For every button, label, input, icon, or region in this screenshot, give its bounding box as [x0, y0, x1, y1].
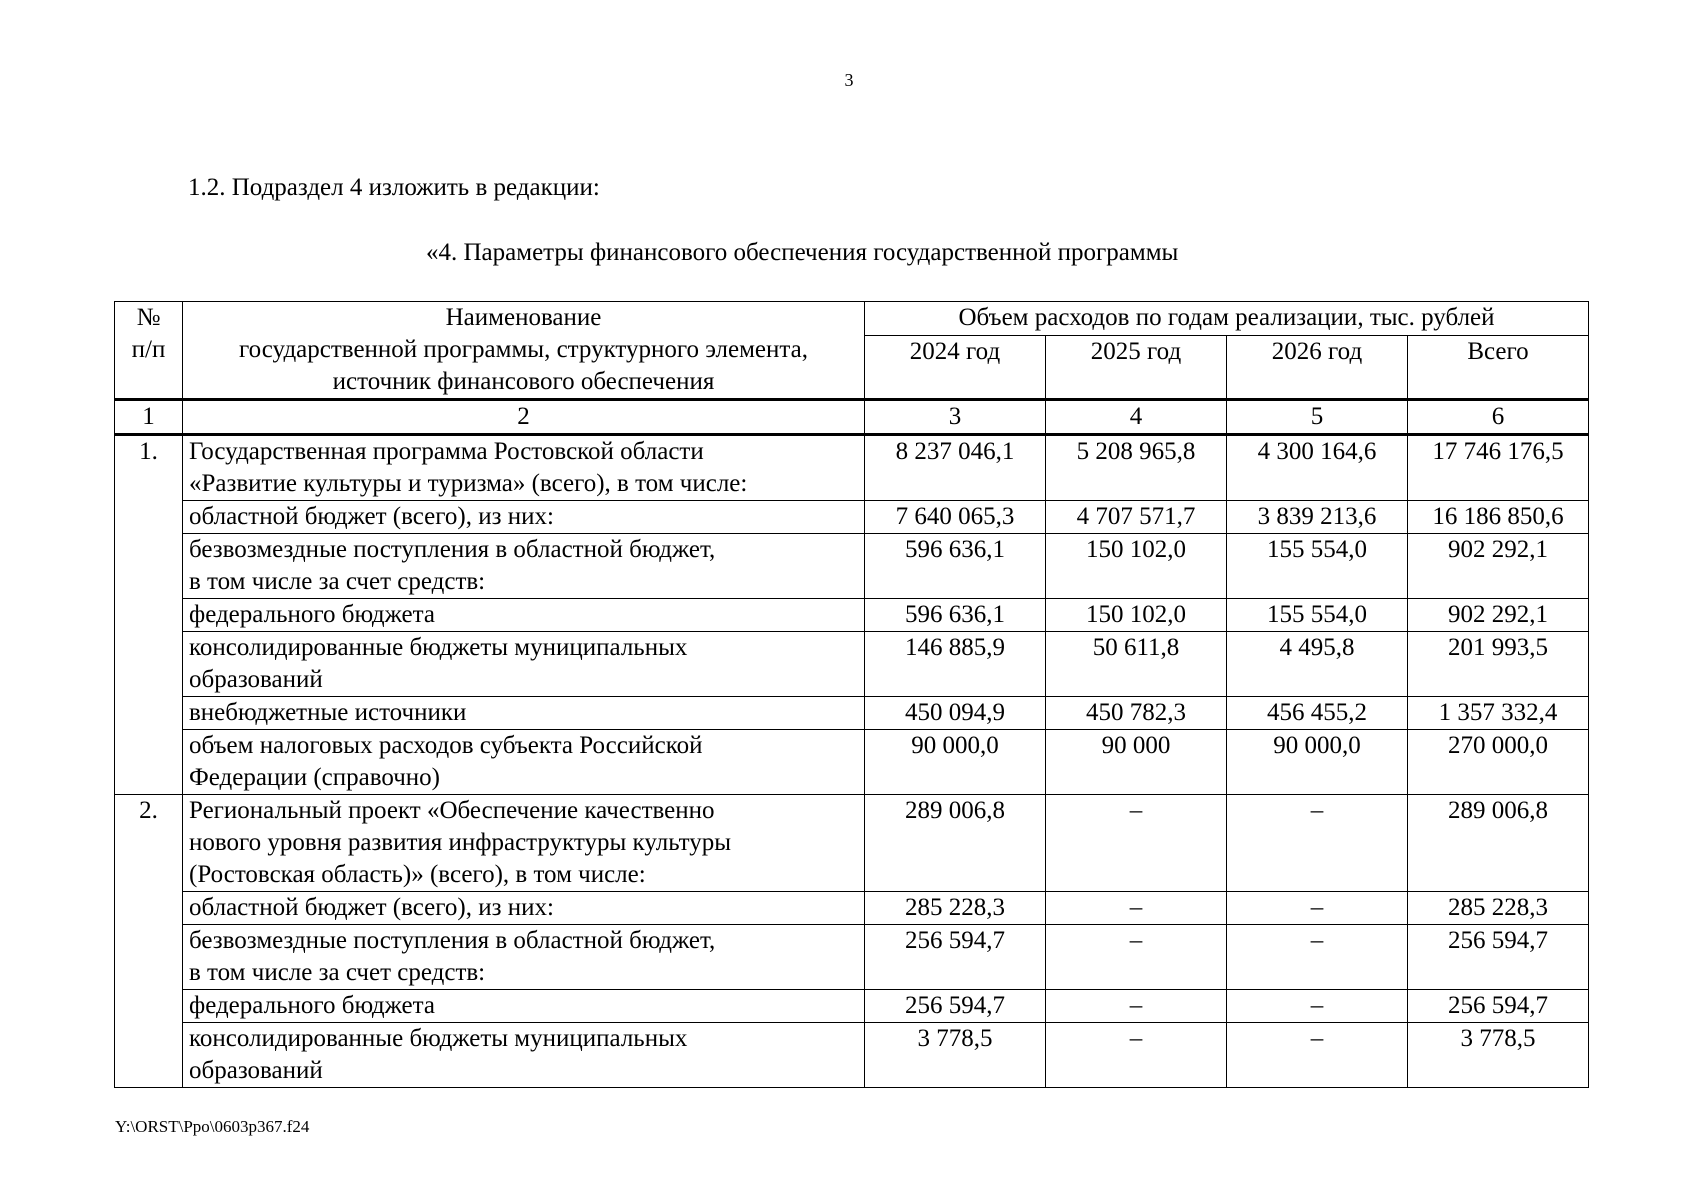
value-2026: 3 839 213,6: [1227, 501, 1408, 534]
row-number: 1.: [115, 435, 183, 795]
value-2024: 285 228,3: [865, 892, 1046, 925]
column-number: 3: [865, 400, 1046, 435]
value-total: 285 228,3: [1408, 892, 1589, 925]
value-2024: 8 237 046,1: [865, 435, 1046, 501]
value-2024: 90 000,0: [865, 730, 1046, 795]
table-row: [115, 1023, 1589, 1088]
value-2024: 256 594,7: [865, 925, 1046, 990]
table-row: [115, 534, 1589, 599]
row-name: безвозмездные поступления в областной бюджет, в том числе за счет средств:: [183, 925, 865, 990]
table-row: [115, 990, 1589, 1023]
value-2024: 146 885,9: [865, 632, 1046, 697]
value-2025: 5 208 965,8: [1046, 435, 1227, 501]
table-header: [115, 302, 1589, 400]
row-name: безвозмездные поступления в областной бюджет, в том числе за счет средств:: [183, 534, 865, 599]
value-2026: 4 495,8: [1227, 632, 1408, 697]
value-2024: 256 594,7: [865, 990, 1046, 1023]
value-2025: 4 707 571,7: [1046, 501, 1227, 534]
column-number: 1: [115, 400, 183, 435]
page-number: 3: [844, 70, 854, 90]
value-total: 16 186 850,6: [1408, 501, 1589, 534]
row-name: объем налоговых расходов субъекта Российской Федерации (справочно): [183, 730, 865, 795]
column-number: 6: [1408, 400, 1589, 435]
value-2024: 7 640 065,3: [865, 501, 1046, 534]
row-name: Региональный проект «Обеспечение качественно нового уровня развития инфраструктуры культуры (Ростовская область)» (всего), в том числе:: [183, 795, 865, 892]
value-2024: 289 006,8: [865, 795, 1046, 892]
value-2025: 150 102,0: [1046, 599, 1227, 632]
value-2024: 596 636,1: [865, 534, 1046, 599]
column-number: 5: [1227, 400, 1408, 435]
value-total: 17 746 176,5: [1408, 435, 1589, 501]
value-total: 270 000,0: [1408, 730, 1589, 795]
row-name: областной бюджет (всего), из них:: [183, 501, 865, 534]
value-2025: –: [1046, 1023, 1227, 1088]
row-number: 2.: [115, 795, 183, 1088]
financing-table: [114, 301, 1589, 1088]
value-total: 256 594,7: [1408, 925, 1589, 990]
table-row: [115, 632, 1589, 697]
value-2024: 596 636,1: [865, 599, 1046, 632]
value-2026: –: [1227, 990, 1408, 1023]
value-2025: 90 000: [1046, 730, 1227, 795]
value-2026: –: [1227, 925, 1408, 990]
table-row: [115, 892, 1589, 925]
table-row: [115, 697, 1589, 730]
column-number-row: [115, 400, 1589, 435]
value-2026: 456 455,2: [1227, 697, 1408, 730]
value-2025: 150 102,0: [1046, 534, 1227, 599]
value-2025: 50 611,8: [1046, 632, 1227, 697]
value-total: 1 357 332,4: [1408, 697, 1589, 730]
table-body: [115, 400, 1589, 1088]
table-row: [115, 795, 1589, 892]
table-row: [115, 435, 1589, 501]
header-2024: 2024 год: [865, 336, 1046, 400]
value-2026: 90 000,0: [1227, 730, 1408, 795]
intro-text: 1.2. Подраздел 4 изложить в редакции:: [188, 174, 600, 201]
value-2026: –: [1227, 892, 1408, 925]
value-2026: 4 300 164,6: [1227, 435, 1408, 501]
row-name: федерального бюджета: [183, 990, 865, 1023]
value-2024: 450 094,9: [865, 697, 1046, 730]
file-path-footer: Y:\ORST\Ppo\0603p367.f24: [115, 1117, 310, 1136]
table-row: [115, 599, 1589, 632]
row-name: Государственная программа Ростовской области «Развитие культуры и туризма» (всего), в том числе:: [183, 435, 865, 501]
row-name: областной бюджет (всего), из них:: [183, 892, 865, 925]
header-total: Всего: [1408, 336, 1589, 400]
header-volume: Объем расходов по годам реализации, тыс. рублей: [865, 302, 1589, 336]
header-number: № п/п: [115, 302, 183, 400]
row-name: консолидированные бюджеты муниципальных образований: [183, 632, 865, 697]
value-2025: –: [1046, 925, 1227, 990]
column-number: 2: [183, 400, 865, 435]
value-total: 902 292,1: [1408, 534, 1589, 599]
value-2025: –: [1046, 990, 1227, 1023]
value-2025: –: [1046, 892, 1227, 925]
table-row: [115, 925, 1589, 990]
table-title: «4. Параметры финансового обеспечения государственной программы: [426, 239, 1179, 266]
column-number: 4: [1046, 400, 1227, 435]
value-total: 902 292,1: [1408, 599, 1589, 632]
table-row: [115, 730, 1589, 795]
value-total: 201 993,5: [1408, 632, 1589, 697]
value-2026: –: [1227, 795, 1408, 892]
row-name: федерального бюджета: [183, 599, 865, 632]
value-2026: 155 554,0: [1227, 534, 1408, 599]
row-name: консолидированные бюджеты муниципальных образований: [183, 1023, 865, 1088]
header-2025: 2025 год: [1046, 336, 1227, 400]
header-name: Наименование государственной программы, структурного элемента, источник финансового обеспечения: [183, 302, 865, 400]
value-2025: 450 782,3: [1046, 697, 1227, 730]
value-total: 256 594,7: [1408, 990, 1589, 1023]
value-total: 289 006,8: [1408, 795, 1589, 892]
table-row: [115, 501, 1589, 534]
value-2026: 155 554,0: [1227, 599, 1408, 632]
value-2024: 3 778,5: [865, 1023, 1046, 1088]
row-name: внебюджетные источники: [183, 697, 865, 730]
header-2026: 2026 год: [1227, 336, 1408, 400]
value-total: 3 778,5: [1408, 1023, 1589, 1088]
value-2026: –: [1227, 1023, 1408, 1088]
value-2025: –: [1046, 795, 1227, 892]
